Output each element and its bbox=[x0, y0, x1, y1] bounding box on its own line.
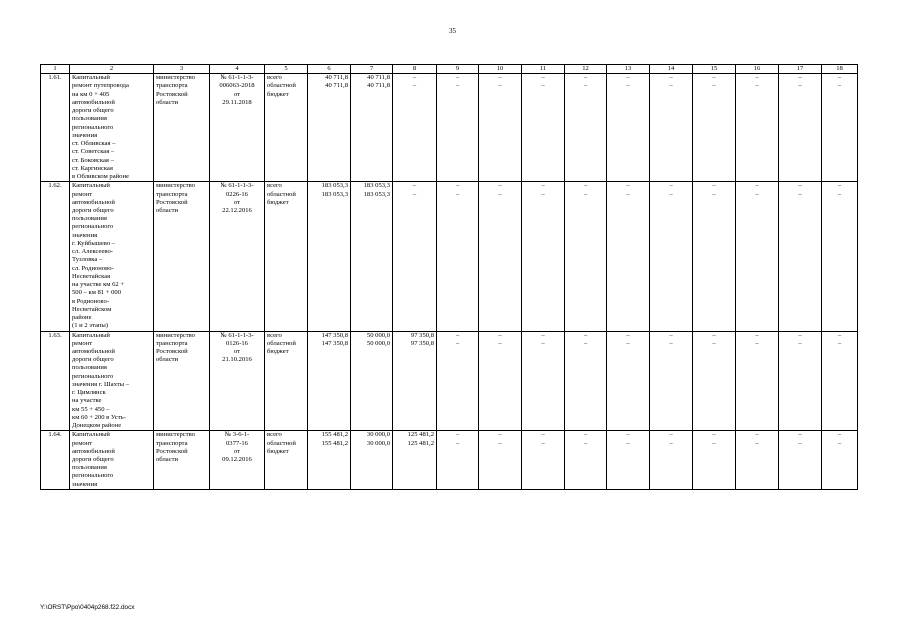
funding-source-line: бюджет bbox=[267, 90, 289, 98]
amount-col8-line: 97 350,8 bbox=[410, 331, 434, 339]
object-name-line: ремонт bbox=[72, 439, 93, 447]
amount-col14-line: – bbox=[669, 339, 673, 347]
object-name bbox=[70, 182, 154, 331]
amount-col8 bbox=[393, 331, 437, 431]
funding-source bbox=[265, 74, 308, 182]
row-number: 1.61. bbox=[41, 74, 70, 182]
amount-col12-line: – bbox=[583, 339, 588, 347]
document-ref bbox=[210, 431, 265, 490]
amount-col13-line: – bbox=[626, 431, 630, 439]
column-number-3: 3 bbox=[154, 65, 210, 74]
amount-total-line: 183 053,3 bbox=[321, 190, 348, 198]
amount-col16-line: – bbox=[755, 331, 759, 339]
object-name-line: автомобильной bbox=[72, 447, 115, 455]
responsible-org-line: Ростовской bbox=[156, 447, 188, 455]
amount-col9-line: – bbox=[455, 439, 460, 447]
responsible-org bbox=[154, 182, 210, 331]
object-name-line: пользования bbox=[72, 115, 107, 123]
object-name-line: ремонт bbox=[72, 190, 93, 198]
object-name-line: значения bbox=[72, 480, 98, 488]
amount-col12-line: – bbox=[583, 82, 588, 90]
amount-col14 bbox=[650, 182, 693, 331]
object-name-line: пользования bbox=[72, 215, 107, 223]
amount-col13-line: – bbox=[626, 182, 630, 190]
amount-col17-line: – bbox=[798, 431, 802, 439]
amount-col10-line: – bbox=[498, 182, 502, 190]
responsible-org-line: области bbox=[156, 206, 179, 214]
amount-col7 bbox=[351, 182, 393, 331]
object-name-line: ст. Обливская – bbox=[72, 140, 116, 148]
object-name-line: в Родионово- bbox=[72, 297, 109, 305]
amount-col16-line: – bbox=[755, 431, 759, 439]
amount-col8-line: – bbox=[412, 190, 417, 198]
object-name-line: регионального bbox=[72, 372, 114, 380]
amount-col14-line: – bbox=[669, 190, 673, 198]
amount-col8 bbox=[393, 431, 437, 490]
amount-col10-line: – bbox=[498, 339, 502, 347]
amount-col13 bbox=[607, 74, 650, 182]
document-ref-line: 006063-2018 bbox=[219, 82, 255, 90]
document-ref bbox=[210, 331, 265, 431]
object-name-line: Капитальный bbox=[72, 431, 110, 439]
row-number: 1.62. bbox=[41, 182, 70, 331]
column-number-row bbox=[41, 65, 858, 74]
amount-col17 bbox=[779, 74, 822, 182]
amount-col15-line: – bbox=[712, 74, 716, 82]
amount-col15-line: – bbox=[712, 431, 716, 439]
amount-col13-line: – bbox=[626, 331, 630, 339]
amount-col7-line: 50 000,0 bbox=[366, 339, 390, 347]
document-ref-line: от bbox=[233, 447, 241, 455]
column-number-16: 16 bbox=[736, 65, 779, 74]
column-number-9: 9 bbox=[437, 65, 479, 74]
responsible-org bbox=[154, 331, 210, 431]
amount-col16 bbox=[736, 331, 779, 431]
column-number-2: 2 bbox=[70, 65, 154, 74]
funding-source-line: областной bbox=[267, 82, 296, 90]
amount-col14 bbox=[650, 431, 693, 490]
funding-source bbox=[265, 331, 308, 431]
object-name-line: значения г. Шахты – bbox=[72, 380, 130, 388]
amount-col8 bbox=[393, 74, 437, 182]
amount-col8 bbox=[393, 182, 437, 331]
amount-col16 bbox=[736, 431, 779, 490]
document-ref-line: № 61-1-1-3- bbox=[220, 182, 254, 190]
amount-col10-line: – bbox=[498, 74, 502, 82]
amount-total-line: 147 350,8 bbox=[321, 331, 348, 339]
funding-source bbox=[265, 431, 308, 490]
amount-col10-line: – bbox=[498, 431, 502, 439]
document-ref-line: от bbox=[233, 90, 241, 98]
amount-col7 bbox=[351, 431, 393, 490]
amount-col18 bbox=[822, 431, 858, 490]
amount-col15-line: – bbox=[712, 331, 716, 339]
object-name-line: дороги общего bbox=[72, 107, 114, 115]
amount-total bbox=[308, 431, 351, 490]
amount-col12 bbox=[565, 331, 607, 431]
row-number: 1.64. bbox=[41, 431, 70, 490]
column-number-10: 10 bbox=[479, 65, 522, 74]
column-number-12: 12 bbox=[565, 65, 607, 74]
amount-col18-line: – bbox=[837, 339, 842, 347]
object-name-line: Несветайская bbox=[72, 272, 111, 280]
document-ref-line: от bbox=[233, 347, 241, 355]
amount-col13-line: – bbox=[626, 439, 630, 447]
object-name-line: ст. Боковская – bbox=[72, 156, 114, 164]
object-name-line: дороги общего bbox=[72, 356, 114, 364]
amount-col9 bbox=[437, 182, 479, 331]
amount-col7-line: 30 000,0 bbox=[366, 439, 390, 447]
amount-col14 bbox=[650, 74, 693, 182]
amount-col13 bbox=[607, 431, 650, 490]
object-name-line: Капитальный bbox=[72, 182, 110, 190]
amount-col9 bbox=[437, 331, 479, 431]
amount-col16-line: – bbox=[755, 439, 759, 447]
amount-col18-line: – bbox=[837, 74, 842, 82]
document-ref bbox=[210, 182, 265, 331]
amount-col16-line: – bbox=[755, 190, 759, 198]
amount-col17-line: – bbox=[798, 82, 802, 90]
amount-col10 bbox=[479, 182, 522, 331]
amount-col17-line: – bbox=[798, 331, 802, 339]
amount-col9-line: – bbox=[455, 182, 460, 190]
funding-source-line: бюджет bbox=[267, 447, 289, 455]
column-number-18: 18 bbox=[822, 65, 858, 74]
table-row bbox=[41, 182, 858, 331]
object-name-line: значения bbox=[72, 231, 98, 239]
object-name-line: г. Цимлянск bbox=[72, 389, 106, 397]
amount-col16 bbox=[736, 182, 779, 331]
document-ref-line: 09.12.2016 bbox=[222, 456, 252, 464]
amount-total-line: 147 350,8 bbox=[321, 339, 348, 347]
amount-col11 bbox=[522, 431, 565, 490]
amount-col12 bbox=[565, 74, 607, 182]
amount-col9 bbox=[437, 431, 479, 490]
amount-col15-line: – bbox=[712, 339, 716, 347]
object-name-line: км 60 + 200 в Усть- bbox=[72, 413, 126, 421]
amount-col12-line: – bbox=[583, 182, 588, 190]
document-ref bbox=[210, 74, 265, 182]
amount-col14-line: – bbox=[669, 82, 673, 90]
amount-col9-line: – bbox=[455, 331, 460, 339]
amount-col12-line: – bbox=[583, 331, 588, 339]
responsible-org-line: области bbox=[156, 356, 179, 364]
funding-source-line: всего bbox=[267, 74, 282, 82]
amount-col10-line: – bbox=[498, 439, 502, 447]
amount-col14 bbox=[650, 331, 693, 431]
amount-col15 bbox=[693, 74, 736, 182]
amount-col18 bbox=[822, 182, 858, 331]
responsible-org-line: министерство bbox=[156, 182, 195, 190]
table-row bbox=[41, 331, 858, 431]
amount-col15 bbox=[693, 431, 736, 490]
amount-col9 bbox=[437, 74, 479, 182]
responsible-org bbox=[154, 431, 210, 490]
amount-col13-line: – bbox=[626, 190, 630, 198]
funding-source-line: областной bbox=[267, 439, 296, 447]
amount-total-line: 40 711,8 bbox=[325, 74, 348, 82]
amount-col7-line: 50 000,0 bbox=[366, 331, 390, 339]
object-name-line: сл. Родионово- bbox=[72, 264, 114, 272]
amount-col17 bbox=[779, 431, 822, 490]
amount-col14-line: – bbox=[669, 74, 673, 82]
table-row bbox=[41, 431, 858, 490]
amount-col18-line: – bbox=[837, 431, 842, 439]
amount-col16 bbox=[736, 74, 779, 182]
amount-col10-line: – bbox=[498, 331, 502, 339]
amount-total-line: 40 711,8 bbox=[325, 82, 348, 90]
amount-col7-line: 183 053,3 bbox=[363, 190, 390, 198]
object-name-line: автомобильной bbox=[72, 347, 115, 355]
object-name-line: ремонт путепровода bbox=[72, 82, 129, 90]
amount-col18-line: – bbox=[837, 182, 842, 190]
amount-col17 bbox=[779, 182, 822, 331]
column-number-6: 6 bbox=[308, 65, 351, 74]
amount-col14-line: – bbox=[669, 431, 673, 439]
amount-total bbox=[308, 182, 351, 331]
page-number: 35 bbox=[449, 27, 456, 35]
amount-col18-line: – bbox=[837, 190, 842, 198]
row-number: 1.63. bbox=[41, 331, 70, 431]
document-ref-line: 22.12.2016 bbox=[222, 206, 252, 214]
column-number-7: 7 bbox=[351, 65, 393, 74]
amount-col17-line: – bbox=[798, 74, 802, 82]
amount-col13-line: – bbox=[626, 339, 630, 347]
funding-source-line: всего bbox=[267, 182, 282, 190]
document-ref-line: № 61-1-1-3- bbox=[220, 74, 254, 82]
responsible-org-line: транспорта bbox=[156, 190, 188, 198]
object-name bbox=[70, 331, 154, 431]
amount-col13-line: – bbox=[626, 82, 630, 90]
amount-col11-line: – bbox=[541, 339, 545, 347]
responsible-org-line: министерство bbox=[156, 431, 195, 439]
column-number-14: 14 bbox=[650, 65, 693, 74]
amount-col7-line: 183 053,3 bbox=[363, 182, 390, 190]
amount-col16-line: – bbox=[755, 82, 759, 90]
amount-col11 bbox=[522, 74, 565, 182]
funding-source-line: бюджет bbox=[267, 198, 289, 206]
amount-col13 bbox=[607, 331, 650, 431]
column-number-4: 4 bbox=[210, 65, 265, 74]
object-name-line: Несветайском bbox=[72, 305, 112, 313]
funding-source bbox=[265, 182, 308, 331]
amount-col11 bbox=[522, 331, 565, 431]
column-number-15: 15 bbox=[693, 65, 736, 74]
amount-col9-line: – bbox=[455, 82, 460, 90]
document-ref-line: 0226-16 bbox=[226, 190, 248, 198]
amount-col15-line: – bbox=[712, 82, 716, 90]
amount-col12-line: – bbox=[583, 431, 588, 439]
amount-col10 bbox=[479, 331, 522, 431]
amount-col7 bbox=[351, 74, 393, 182]
amount-col9-line: – bbox=[455, 190, 460, 198]
amount-col15-line: – bbox=[712, 182, 716, 190]
amount-col7-line: 40 711,8 bbox=[367, 82, 390, 90]
amount-col7-line: 40 711,8 bbox=[367, 74, 390, 82]
object-name-line: сл. Алексеево- bbox=[72, 248, 113, 256]
amount-col10-line: – bbox=[498, 190, 502, 198]
document-ref-line: 21.10.2016 bbox=[222, 356, 252, 364]
amount-total-line: 155 481,2 bbox=[321, 431, 348, 439]
amount-col11-line: – bbox=[541, 431, 545, 439]
object-name-line: значения bbox=[72, 131, 98, 139]
amount-col9-line: – bbox=[455, 339, 460, 347]
responsible-org-line: транспорта bbox=[156, 339, 188, 347]
object-name-line: на км 0 + 405 bbox=[72, 90, 110, 98]
object-name-line: ст. Советская – bbox=[72, 148, 115, 156]
amount-col11-line: – bbox=[541, 74, 545, 82]
object-name-line: в Обливском районе bbox=[72, 173, 129, 181]
amount-col15-line: – bbox=[712, 439, 716, 447]
column-number-1: 1 bbox=[41, 65, 70, 74]
amount-col17-line: – bbox=[798, 182, 802, 190]
object-name-line: регионального bbox=[72, 123, 114, 131]
document-ref-line: 0377-16 bbox=[226, 439, 248, 447]
amount-col12 bbox=[565, 182, 607, 331]
amount-col17-line: – bbox=[798, 339, 802, 347]
amount-col17 bbox=[779, 331, 822, 431]
amount-col8-line: 125 481,2 bbox=[407, 439, 434, 447]
funding-source-line: областной bbox=[267, 190, 296, 198]
amount-col13 bbox=[607, 182, 650, 331]
object-name-line: км 55 + 450 – bbox=[72, 405, 110, 413]
object-name-line: Тузловка – bbox=[72, 256, 103, 264]
object-name-line: дороги общего bbox=[72, 206, 114, 214]
object-name-line: регионального bbox=[72, 223, 114, 231]
object-name-line: дороги общего bbox=[72, 456, 114, 464]
object-name-line: пользования bbox=[72, 364, 107, 372]
column-number-17: 17 bbox=[779, 65, 822, 74]
document-ref-line: 0126-16 bbox=[226, 339, 248, 347]
footer-file-path: Y:\ORST\Ppo\0404p268.f22.docx bbox=[40, 604, 135, 611]
object-name-line: ст. Каргинская bbox=[72, 164, 113, 172]
responsible-org bbox=[154, 74, 210, 182]
amount-col8-line: – bbox=[412, 74, 417, 82]
table-row bbox=[41, 74, 858, 182]
amount-col10 bbox=[479, 431, 522, 490]
column-number-11: 11 bbox=[522, 65, 565, 74]
responsible-org-line: транспорта bbox=[156, 82, 188, 90]
responsible-org-line: министерство bbox=[156, 331, 195, 339]
amount-col11-line: – bbox=[541, 190, 545, 198]
amount-col12-line: – bbox=[583, 74, 588, 82]
document-ref-line: 29.11.2018 bbox=[222, 98, 252, 106]
object-name-line: на участке bbox=[72, 397, 102, 405]
amount-col16-line: – bbox=[755, 182, 759, 190]
responsible-org-line: области bbox=[156, 456, 179, 464]
amount-col7 bbox=[351, 331, 393, 431]
amount-col10 bbox=[479, 74, 522, 182]
amount-col9-line: – bbox=[455, 431, 460, 439]
object-name-line: Капитальный bbox=[72, 331, 110, 339]
column-number-13: 13 bbox=[607, 65, 650, 74]
object-name-line: Донецком районе bbox=[72, 422, 122, 430]
amount-col18 bbox=[822, 331, 858, 431]
funding-source-line: всего bbox=[267, 331, 282, 339]
object-name-line: (1 и 2 этапы) bbox=[72, 322, 109, 330]
amount-col11-line: – bbox=[541, 82, 545, 90]
column-number-8: 8 bbox=[393, 65, 437, 74]
amount-col7-line: 30 000,0 bbox=[366, 431, 390, 439]
amount-col10-line: – bbox=[498, 82, 502, 90]
amount-col15 bbox=[693, 182, 736, 331]
budget-table bbox=[40, 64, 858, 490]
amount-col11-line: – bbox=[541, 439, 545, 447]
object-name bbox=[70, 431, 154, 490]
amount-col13-line: – bbox=[626, 74, 630, 82]
funding-source-line: бюджет bbox=[267, 347, 289, 355]
funding-source-line: всего bbox=[267, 431, 282, 439]
amount-col18-line: – bbox=[837, 439, 842, 447]
object-name-line: районе bbox=[72, 314, 92, 322]
document-ref-line: № 3-6-1- bbox=[224, 431, 250, 439]
amount-col14-line: – bbox=[669, 439, 673, 447]
amount-total bbox=[308, 331, 351, 431]
responsible-org-line: Ростовской bbox=[156, 90, 188, 98]
responsible-org-line: министерство bbox=[156, 74, 195, 82]
amount-col15 bbox=[693, 331, 736, 431]
amount-col9-line: – bbox=[455, 74, 460, 82]
object-name-line: автомобильной bbox=[72, 198, 115, 206]
amount-col8-line: – bbox=[412, 82, 417, 90]
object-name-line: регионального bbox=[72, 472, 114, 480]
amount-col11-line: – bbox=[541, 182, 545, 190]
amount-col17-line: – bbox=[798, 439, 802, 447]
amount-col11 bbox=[522, 182, 565, 331]
amount-col17-line: – bbox=[798, 190, 802, 198]
column-number-5: 5 bbox=[265, 65, 308, 74]
amount-col18 bbox=[822, 74, 858, 182]
object-name-line: автомобильной bbox=[72, 98, 115, 106]
document-ref-line: № 61-1-1-3- bbox=[220, 331, 254, 339]
amount-total-line: 155 481,2 bbox=[321, 439, 348, 447]
amount-col14-line: – bbox=[669, 331, 673, 339]
amount-col16-line: – bbox=[755, 339, 759, 347]
amount-col12-line: – bbox=[583, 439, 588, 447]
document-ref-line: от bbox=[233, 198, 241, 206]
amount-col8-line: 97 350,8 bbox=[410, 339, 434, 347]
amount-total-line: 183 053,3 bbox=[321, 182, 348, 190]
funding-source-line: областной bbox=[267, 339, 296, 347]
object-name-line: г. Куйбышево – bbox=[72, 239, 116, 247]
object-name-line: пользования bbox=[72, 464, 107, 472]
object-name-line: на участке км 62 + bbox=[72, 281, 125, 289]
amount-col14-line: – bbox=[669, 182, 673, 190]
amount-col8-line: 125 481,2 bbox=[407, 431, 434, 439]
amount-col12 bbox=[565, 431, 607, 490]
amount-col18-line: – bbox=[837, 331, 842, 339]
object-name-line: ремонт bbox=[72, 339, 93, 347]
responsible-org-line: транспорта bbox=[156, 439, 188, 447]
amount-col15-line: – bbox=[712, 190, 716, 198]
object-name bbox=[70, 74, 154, 182]
amount-total bbox=[308, 74, 351, 182]
responsible-org-line: Ростовской bbox=[156, 347, 188, 355]
amount-col12-line: – bbox=[583, 190, 588, 198]
object-name-line: 500 – км 81 + 000 bbox=[72, 289, 122, 297]
amount-col18-line: – bbox=[837, 82, 842, 90]
responsible-org-line: области bbox=[156, 98, 179, 106]
amount-col8-line: – bbox=[412, 182, 417, 190]
object-name-line: Капитальный bbox=[72, 74, 110, 82]
amount-col16-line: – bbox=[755, 74, 759, 82]
amount-col11-line: – bbox=[541, 331, 545, 339]
responsible-org-line: Ростовской bbox=[156, 198, 188, 206]
